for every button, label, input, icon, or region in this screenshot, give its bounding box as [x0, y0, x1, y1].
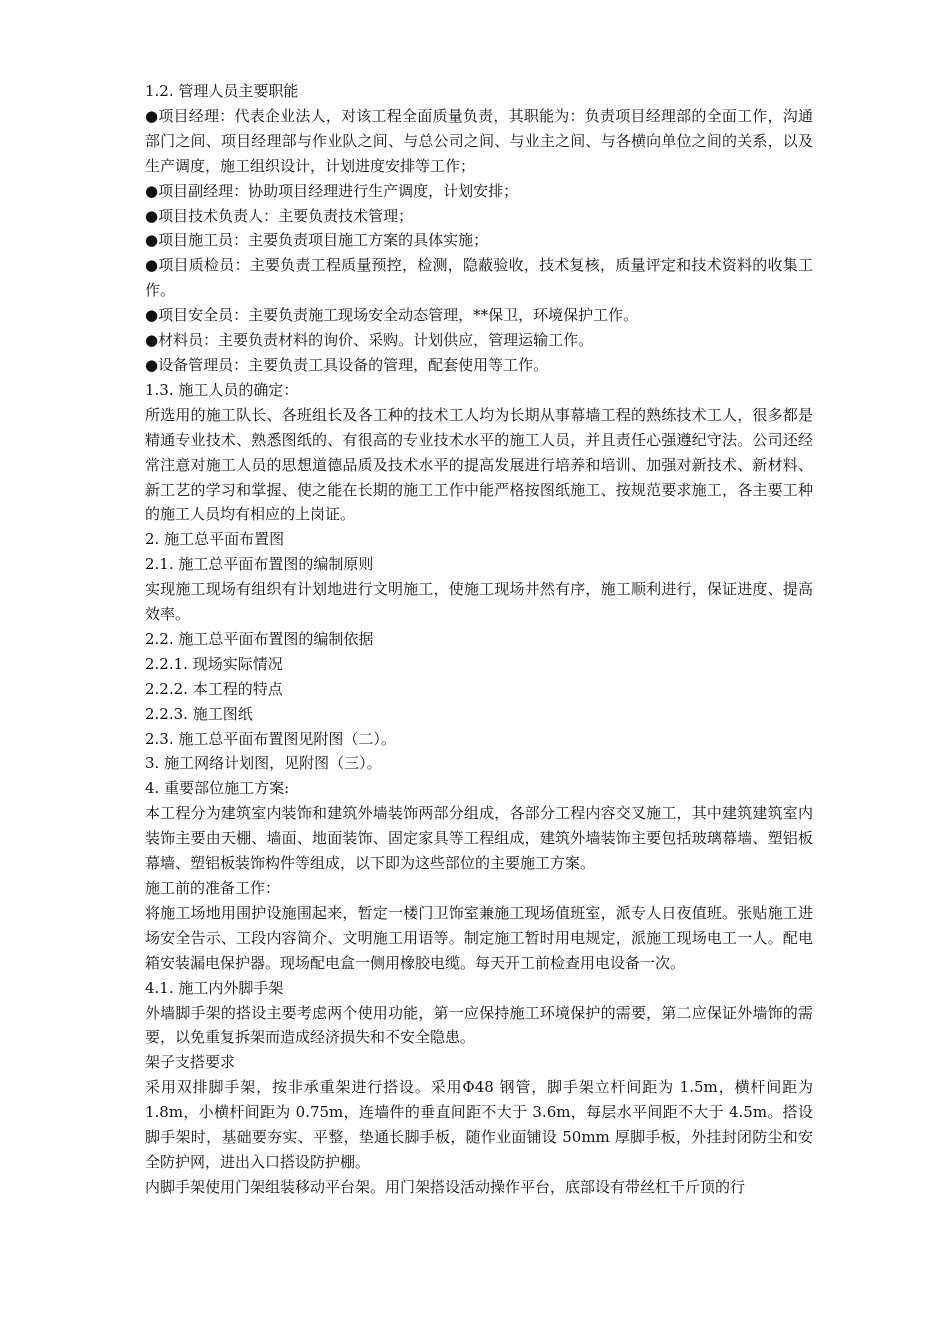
heading-2: 2. 施工总平面布置图	[145, 530, 285, 549]
heading-2-1: 2.1. 施工总平面布置图的编制原则	[145, 555, 374, 574]
duty-quality-inspector: ●项目质检员：主要负责工程质量预控，检测，隐蔽验收，技术复核，质量评定和技术资料的收集工作。	[145, 256, 813, 300]
paragraph-scaffold-specs: 采用双排脚手架，按非承重架进行搭设。采用Φ48 钢管，脚手架立杆间距为 1.5m，横杆间距为 1.8m，小横杆间距为 0.75m，连墙件的垂直间距不大于 3.6m，每层水平间距不大于 4.5m。搭设脚手架时，基础要夯实、平整，垫通长脚手板，随作业面铺设 50mm 厚脚手板，外挂封闭防尘和安全防护网，进出入口搭设防护棚。	[145, 1078, 813, 1171]
duty-safety-officer: ●项目安全员：主要负责施工现场安全动态管理，**保卫，环境保护工作。	[145, 306, 639, 325]
paragraph-scaffold-purpose: 外墙脚手架的搭设主要考虑两个使用功能，第一应保持施工环境保护的需要，第二应保证外墙饰的需要，以免重复拆架而造成经济损失和不安全隐患。	[145, 1003, 813, 1047]
paragraph-preparation: 将施工场地用围护设施围起来，暂定一楼门卫饰室兼施工现场值班室，派专人日夜值班。张贴施工进场安全告示、工段内容简介、文明施工用语等。制定施工暂时用电规定，派施工现场电工一人。配电箱安装漏电保护器。现场配电盒一侧用橡胶电缆。每天开工前检查用电设备一次。	[145, 903, 813, 972]
document-body	[145, 79, 813, 1200]
duty-deputy-manager: ●项目副经理：协助项目经理进行生产调度，计划安排；	[145, 181, 519, 200]
paragraph-staff-selection: 所选用的施工队长、各班组长及各工种的技术工人均为长期从事幕墙工程的熟练技术工人，很多都是精通专业技术、熟悉图纸的、有很高的专业技术水平的施工人员，并且责任心强遵纪守法。公司还经常注意对施工人员的思想道德品质及技术水平的提高发展进行培养和培训、加强对新技术、新材料、新工艺的学习和掌握、使之能在长期的施工工作中能严格按图纸施工、按规范要求施工，各主要工种的施工人员均有相应的上岗证。	[145, 405, 813, 524]
heading-2-2-2: 2.2.2. 本工程的特点	[145, 679, 283, 698]
duty-construction-officer: ●项目施工员：主要负责项目施工方案的具体实施；	[145, 231, 489, 250]
heading-preparation: 施工前的准备工作：	[145, 879, 281, 897]
duty-technical-lead: ●项目技术负责人：主要负责技术管理；	[145, 206, 414, 225]
heading-3: 3. 施工网络计划图，见附图（三）。	[145, 754, 382, 773]
paragraph-project-scope: 本工程分为建筑室内装饰和建筑外墙装饰两部分组成，各部分工程内容交叉施工，其中建筑建筑室内装饰主要由天棚、墙面、地面装饰、固定家具等工程组成，建筑外墙装饰主要包括玻璃幕墙、塑铝板幕墙、塑铝板装饰构件等组成，以下即为这些部位的主要施工方案。	[145, 804, 813, 873]
duty-project-manager: ●项目经理：代表企业法人，对该工程全面质量负责，其职能为：负责项目经理部的全面工作，沟通部门之间、项目经理部与作业队之间、与总公司之间、与业主之间、与各横向单位之间的关系，以及生产调度，施工组织设计，计划进度安排等工作；	[145, 106, 813, 175]
heading-scaffold-requirements: 架子支搭要求	[145, 1053, 236, 1072]
heading-2-2-3: 2.2.3. 施工图纸	[145, 704, 253, 723]
duty-equipment-manager: ●设备管理员：主要负责工具设备的管理，配套使用等工作。	[145, 355, 549, 374]
duty-materials-officer: ●材料员：主要负责材料的询价、采购。计划供应，管理运输工作。	[145, 331, 594, 350]
paragraph-inner-scaffold: 内脚手架使用门架组装移动平台架。用门架搭设活动操作平台，底部设有带丝杠千斤顶的行	[145, 1177, 746, 1196]
heading-1-2: 1.2. 管理人员主要职能	[145, 82, 299, 100]
paragraph-layout-principle: 实现施工现场有组织有计划地进行文明施工，使施工现场井然有序，施工顺利进行，保证进度、提高效率。	[145, 580, 813, 624]
heading-2-2-1: 2.2.1. 现场实际情况	[145, 654, 283, 673]
heading-4-1: 4.1. 施工内外脚手架	[145, 978, 284, 997]
heading-4: 4. 重要部位施工方案:	[145, 779, 290, 798]
heading-2-2: 2.2. 施工总平面布置图的编制依据	[145, 629, 374, 648]
heading-2-3: 2.3. 施工总平面布置图见附图（二）。	[145, 729, 396, 748]
heading-1-3: 1.3. 施工人员的确定：	[145, 380, 299, 399]
